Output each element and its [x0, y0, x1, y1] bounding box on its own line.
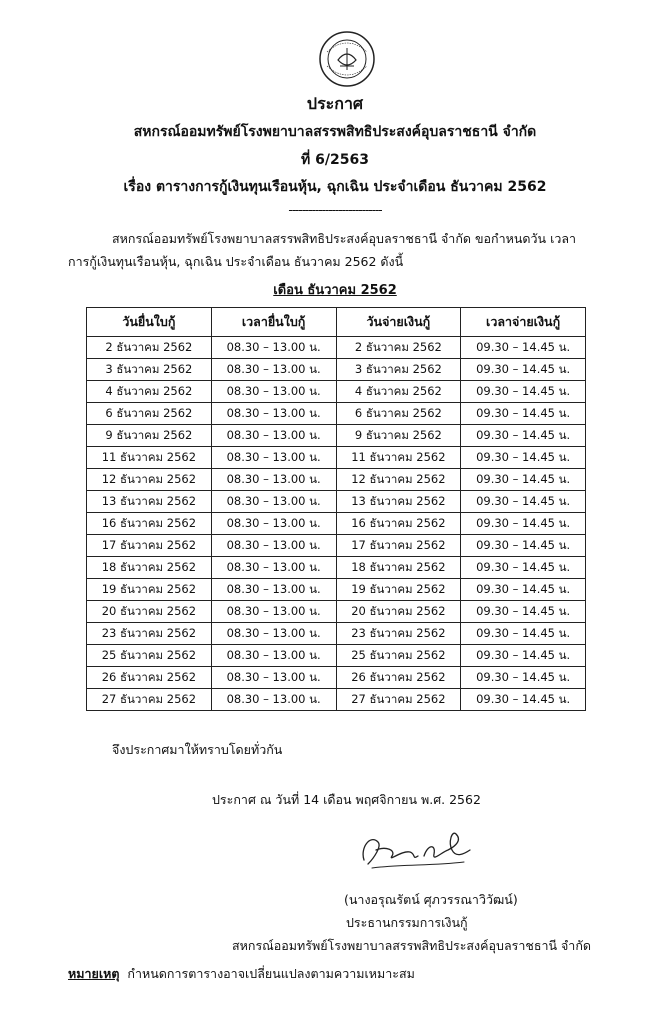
- intro-line-1: สหกรณ์ออมทรัพย์โรงพยาบาลสรรพสิทธิประสงค์อุบลราชธานี จำกัด ขอกำหนดวัน เวลา: [112, 231, 577, 246]
- cell-payout-date: 20 ธันวาคม 2562: [336, 601, 461, 623]
- cell-submit-time: 08.30 – 13.00 น.: [211, 425, 336, 447]
- cell-payout-date: 27 ธันวาคม 2562: [336, 689, 461, 711]
- cell-submit-date: 17 ธันวาคม 2562: [87, 535, 212, 557]
- cell-submit-date: 11 ธันวาคม 2562: [87, 447, 212, 469]
- cell-submit-date: 23 ธันวาคม 2562: [87, 623, 212, 645]
- organization-name: สหกรณ์ออมทรัพย์โรงพยาบาลสรรพสิทธิประสงค์อุบลราชธานี จำกัด: [133, 124, 537, 140]
- cell-submit-time: 08.30 – 13.00 น.: [211, 601, 336, 623]
- table-row: [87, 579, 586, 601]
- cell-submit-time: 08.30 – 13.00 น.: [211, 645, 336, 667]
- cell-submit-date: 4 ธันวาคม 2562: [87, 381, 212, 403]
- cell-submit-time: 08.30 – 13.00 น.: [211, 491, 336, 513]
- cell-payout-date: 19 ธันวาคม 2562: [336, 579, 461, 601]
- cell-payout-date: 17 ธันวาคม 2562: [336, 535, 461, 557]
- cell-submit-date: 27 ธันวาคม 2562: [87, 689, 212, 711]
- cell-submit-date: 25 ธันวาคม 2562: [87, 645, 212, 667]
- loan-schedule-table: [86, 307, 586, 711]
- cell-payout-date: 26 ธันวาคม 2562: [336, 667, 461, 689]
- cell-submit-time: 08.30 – 13.00 น.: [211, 667, 336, 689]
- cell-submit-date: 9 ธันวาคม 2562: [87, 425, 212, 447]
- intro-line-2: การกู้เงินทุนเรือนหุ้น, ฉุกเฉิน ประจำเดือน ธันวาคม 2562 ดังนี้: [68, 254, 404, 269]
- cell-payout-date: 12 ธันวาคม 2562: [336, 469, 461, 491]
- cell-submit-time: 08.30 – 13.00 น.: [211, 557, 336, 579]
- cell-payout-date: 2 ธันวาคม 2562: [336, 337, 461, 359]
- table-row: [87, 337, 586, 359]
- cell-payout-date: 25 ธันวาคม 2562: [336, 645, 461, 667]
- cell-payout-date: 9 ธันวาคม 2562: [336, 425, 461, 447]
- cell-submit-time: 08.30 – 13.00 น.: [211, 359, 336, 381]
- cell-payout-time: 09.30 – 14.45 น.: [461, 557, 586, 579]
- table-row: [87, 403, 586, 425]
- cell-submit-date: 6 ธันวาคม 2562: [87, 403, 212, 425]
- signatory-organization: สหกรณ์ออมทรัพย์โรงพยาบาลสรรพสิทธิประสงค์อุบลราชธานี จำกัด: [232, 938, 592, 953]
- signatory-name: (นางอรุณรัตน์ ศุภวรรณาวิวัฒน์): [344, 892, 518, 907]
- cell-payout-date: 3 ธันวาคม 2562: [336, 359, 461, 381]
- cell-payout-time: 09.30 – 14.45 น.: [461, 337, 586, 359]
- cell-submit-time: 08.30 – 13.00 น.: [211, 689, 336, 711]
- cell-payout-time: 09.30 – 14.45 น.: [461, 381, 586, 403]
- table-row: [87, 535, 586, 557]
- cell-submit-time: 08.30 – 13.00 น.: [211, 513, 336, 535]
- header-payout-time: เวลาจ่ายเงินกู้: [461, 308, 586, 337]
- cell-payout-date: 23 ธันวาคม 2562: [336, 623, 461, 645]
- announcement-date: ประกาศ ณ วันที่ 14 เดือน พฤศจิกายน พ.ศ. 2562: [212, 792, 481, 807]
- remark-note: [68, 964, 415, 984]
- cell-submit-time: 08.30 – 13.00 น.: [211, 337, 336, 359]
- cell-submit-time: 08.30 – 13.00 น.: [211, 469, 336, 491]
- cell-submit-time: 08.30 – 13.00 น.: [211, 447, 336, 469]
- cell-submit-date: 19 ธันวาคม 2562: [87, 579, 212, 601]
- header-divider: ----------------------------: [288, 203, 382, 217]
- cell-payout-time: 09.30 – 14.45 น.: [461, 623, 586, 645]
- table-row: [87, 469, 586, 491]
- signatory-role: ประธานกรรมการเงินกู้: [346, 915, 468, 930]
- cell-payout-time: 09.30 – 14.45 น.: [461, 513, 586, 535]
- table-row: [87, 601, 586, 623]
- cell-submit-time: 08.30 – 13.00 น.: [211, 381, 336, 403]
- cell-submit-time: 08.30 – 13.00 น.: [211, 579, 336, 601]
- cell-payout-time: 09.30 – 14.45 น.: [461, 535, 586, 557]
- cell-payout-date: 16 ธันวาคม 2562: [336, 513, 461, 535]
- cell-payout-time: 09.30 – 14.45 น.: [461, 601, 586, 623]
- cell-submit-time: 08.30 – 13.00 น.: [211, 623, 336, 645]
- schedule-rows: [87, 337, 586, 711]
- table-row: [87, 513, 586, 535]
- cell-payout-date: 4 ธันวาคม 2562: [336, 381, 461, 403]
- cell-payout-date: 13 ธันวาคม 2562: [336, 491, 461, 513]
- remark-text: กำหนดการตารางอาจเปลี่ยนแปลงตามความเหมาะสม: [127, 966, 415, 981]
- table-row: [87, 645, 586, 667]
- table-header-row: [87, 308, 586, 337]
- document-title: ประกาศ: [306, 94, 364, 113]
- cell-submit-date: 13 ธันวาคม 2562: [87, 491, 212, 513]
- table-row: [87, 689, 586, 711]
- handwritten-signature: [352, 820, 482, 878]
- table-row: [87, 623, 586, 645]
- cell-submit-date: 12 ธันวาคม 2562: [87, 469, 212, 491]
- cell-submit-date: 26 ธันวาคม 2562: [87, 667, 212, 689]
- cell-payout-time: 09.30 – 14.45 น.: [461, 491, 586, 513]
- cell-submit-date: 18 ธันวาคม 2562: [87, 557, 212, 579]
- cooperative-seal-icon: [318, 30, 376, 88]
- table-row: [87, 491, 586, 513]
- cell-payout-date: 6 ธันวาคม 2562: [336, 403, 461, 425]
- header-submit-time: เวลายื่นใบกู้: [211, 308, 336, 337]
- cell-payout-time: 09.30 – 14.45 น.: [461, 645, 586, 667]
- cell-payout-time: 09.30 – 14.45 น.: [461, 579, 586, 601]
- closing-statement: จึงประกาศมาให้ทราบโดยทั่วกัน: [112, 742, 283, 757]
- table-row: [87, 425, 586, 447]
- month-heading: เดือน ธันวาคม 2562: [273, 283, 397, 298]
- header-payout-date: วันจ่ายเงินกู้: [336, 308, 461, 337]
- cell-payout-date: 11 ธันวาคม 2562: [336, 447, 461, 469]
- announcement-number: ที่ 6/2563: [301, 152, 369, 168]
- table-row: [87, 667, 586, 689]
- cell-payout-time: 09.30 – 14.45 น.: [461, 447, 586, 469]
- cell-payout-time: 09.30 – 14.45 น.: [461, 403, 586, 425]
- cell-submit-time: 08.30 – 13.00 น.: [211, 403, 336, 425]
- cell-payout-time: 09.30 – 14.45 น.: [461, 689, 586, 711]
- cell-submit-date: 16 ธันวาคม 2562: [87, 513, 212, 535]
- cell-submit-date: 3 ธันวาคม 2562: [87, 359, 212, 381]
- cell-payout-time: 09.30 – 14.45 น.: [461, 667, 586, 689]
- announcement-subject: เรื่อง ตารางการกู้เงินทุนเรือนหุ้น, ฉุกเฉิน ประจำเดือน ธันวาคม 2562: [123, 179, 547, 195]
- cell-submit-date: 2 ธันวาคม 2562: [87, 337, 212, 359]
- table-row: [87, 447, 586, 469]
- cell-payout-time: 09.30 – 14.45 น.: [461, 425, 586, 447]
- cell-payout-date: 18 ธันวาคม 2562: [336, 557, 461, 579]
- table-row: [87, 359, 586, 381]
- table-row: [87, 557, 586, 579]
- remark-label: หมายเหตุ: [68, 966, 120, 981]
- cell-submit-time: 08.30 – 13.00 น.: [211, 535, 336, 557]
- cell-payout-time: 09.30 – 14.45 น.: [461, 359, 586, 381]
- table-row: [87, 381, 586, 403]
- cell-payout-time: 09.30 – 14.45 น.: [461, 469, 586, 491]
- cell-submit-date: 20 ธันวาคม 2562: [87, 601, 212, 623]
- header-submit-date: วันยื่นใบกู้: [87, 308, 212, 337]
